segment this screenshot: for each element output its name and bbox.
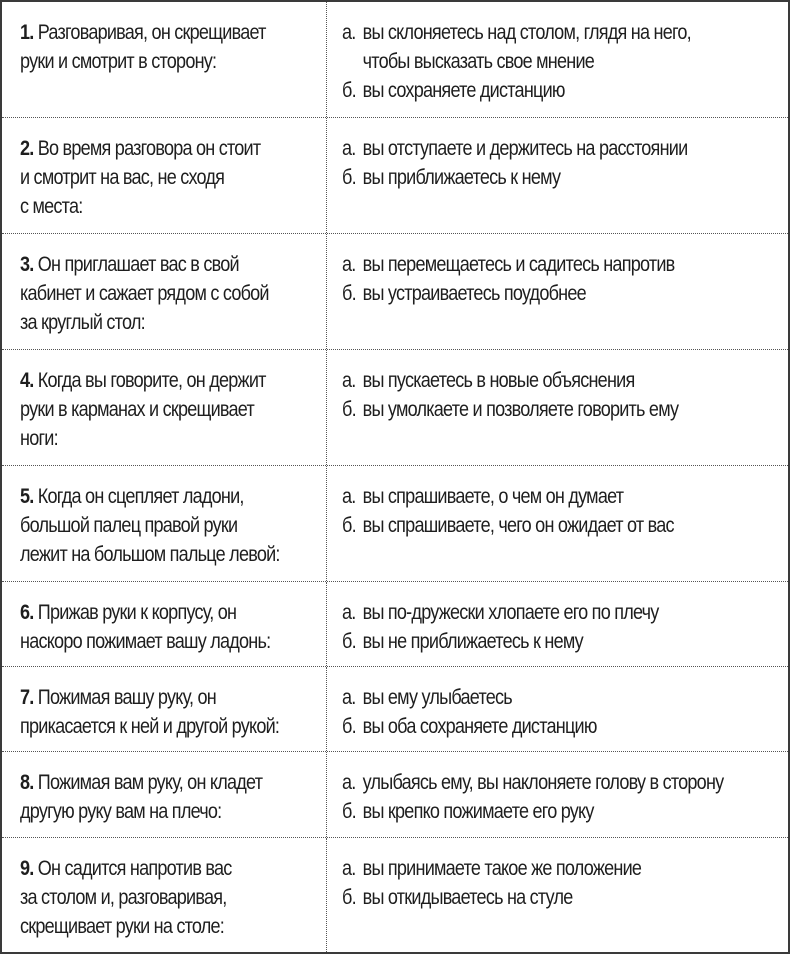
- response-cell: [328, 582, 788, 666]
- table-row: [2, 582, 788, 667]
- situation-cell: [2, 2, 327, 117]
- situation-text: 6. Прижав руки к корпусу, он наскоро пожимает вашу ладонь:: [20, 601, 271, 653]
- item-number: 3.: [20, 253, 34, 276]
- option-a[interactable]: а. вы по-дружески хлопаете его по плечу: [342, 601, 659, 624]
- option-b[interactable]: б. вы оба сохраняете дистанцию: [342, 715, 597, 738]
- item-number: 8.: [20, 771, 34, 794]
- option-a[interactable]: а. вы пускаетесь в новые объяснения: [342, 369, 635, 392]
- item-number: 7.: [20, 686, 34, 709]
- response-cell: [328, 466, 788, 581]
- situation-cell: [2, 752, 327, 837]
- item-number: 1.: [20, 21, 34, 44]
- situation-cell: [2, 838, 327, 952]
- option-a[interactable]: а. вы перемещаетесь и садитесь напротив: [342, 253, 675, 276]
- option-a[interactable]: а. вы ему улыбаетесь: [342, 686, 512, 709]
- option-b[interactable]: б. вы устраиваетесь поудобнее: [342, 282, 586, 305]
- item-number: 2.: [20, 137, 34, 160]
- situation-text: 1. Разговаривая, он скрещивает руки и смотрит в сторону:: [20, 21, 266, 73]
- situation-cell: [2, 667, 327, 751]
- item-number: 9.: [20, 857, 34, 880]
- option-b[interactable]: б. вы не приближаетесь к нему: [342, 630, 583, 653]
- table-row: [2, 350, 788, 466]
- situation-cell: [2, 118, 327, 233]
- response-cell: [328, 234, 788, 349]
- option-b[interactable]: б. вы сохраняете дистанцию: [342, 79, 565, 102]
- option-b[interactable]: б. вы крепко пожимаете его руку: [342, 800, 594, 823]
- table-row: [2, 667, 788, 752]
- response-cell: [328, 667, 788, 751]
- situation-cell: [2, 466, 327, 581]
- option-b[interactable]: б. вы умолкаете и позволяете говорить ему: [342, 398, 679, 421]
- situation-text: 4. Когда вы говорите, он держит руки в карманах и скрещивает ноги:: [20, 369, 266, 450]
- option-a[interactable]: а. улыбаясь ему, вы наклоняете голову в сторону: [342, 771, 724, 794]
- option-a[interactable]: а. вы отступаете и держитесь на расстоянии: [342, 137, 688, 160]
- situation-text: 9. Он садится напротив вас за столом и, разговаривая, скрещивает руки на столе:: [20, 857, 232, 938]
- table-row: [2, 234, 788, 350]
- option-b[interactable]: б. вы спрашиваете, чего он ожидает от вас: [342, 514, 674, 537]
- item-number: 6.: [20, 601, 34, 624]
- option-a[interactable]: а. вы склоняетесь над столом, глядя на него, чтобы высказать свое мнение: [342, 21, 691, 73]
- table-row: [2, 466, 788, 582]
- response-cell: [328, 350, 788, 465]
- situation-text: 3. Он приглашает вас в свой кабинет и сажает рядом с собой за круглый стол:: [20, 253, 269, 334]
- response-cell: [328, 752, 788, 837]
- response-cell: [328, 118, 788, 233]
- situation-text: 8. Пожимая вам руку, он кладет другую руку вам на плечо:: [20, 771, 263, 823]
- situation-cell: [2, 582, 327, 666]
- option-b[interactable]: б. вы откидываетесь на стуле: [342, 886, 573, 909]
- option-a[interactable]: а. вы принимаете такое же положение: [342, 857, 642, 880]
- table-row: [2, 752, 788, 838]
- situation-text: 5. Когда он сцепляет ладони, большой палец правой руки лежит на большом пальце левой:: [20, 485, 280, 566]
- option-a[interactable]: а. вы спрашиваете, о чем он думает: [342, 485, 624, 508]
- table-row: [2, 2, 788, 118]
- item-number: 5.: [20, 485, 34, 508]
- item-number: 4.: [20, 369, 34, 392]
- table-row: [2, 118, 788, 234]
- situation-text: 7. Пожимая вашу руку, он прикасается к ней и другой рукой:: [20, 686, 280, 738]
- situation-cell: [2, 350, 327, 465]
- response-cell: [328, 838, 788, 952]
- situation-text: 2. Во время разговора он стоит и смотрит на вас, не сходя с места:: [20, 137, 261, 218]
- situation-cell: [2, 234, 327, 349]
- option-b[interactable]: б. вы приближаетесь к нему: [342, 166, 561, 189]
- response-cell: [328, 2, 788, 117]
- table-row: [2, 838, 788, 952]
